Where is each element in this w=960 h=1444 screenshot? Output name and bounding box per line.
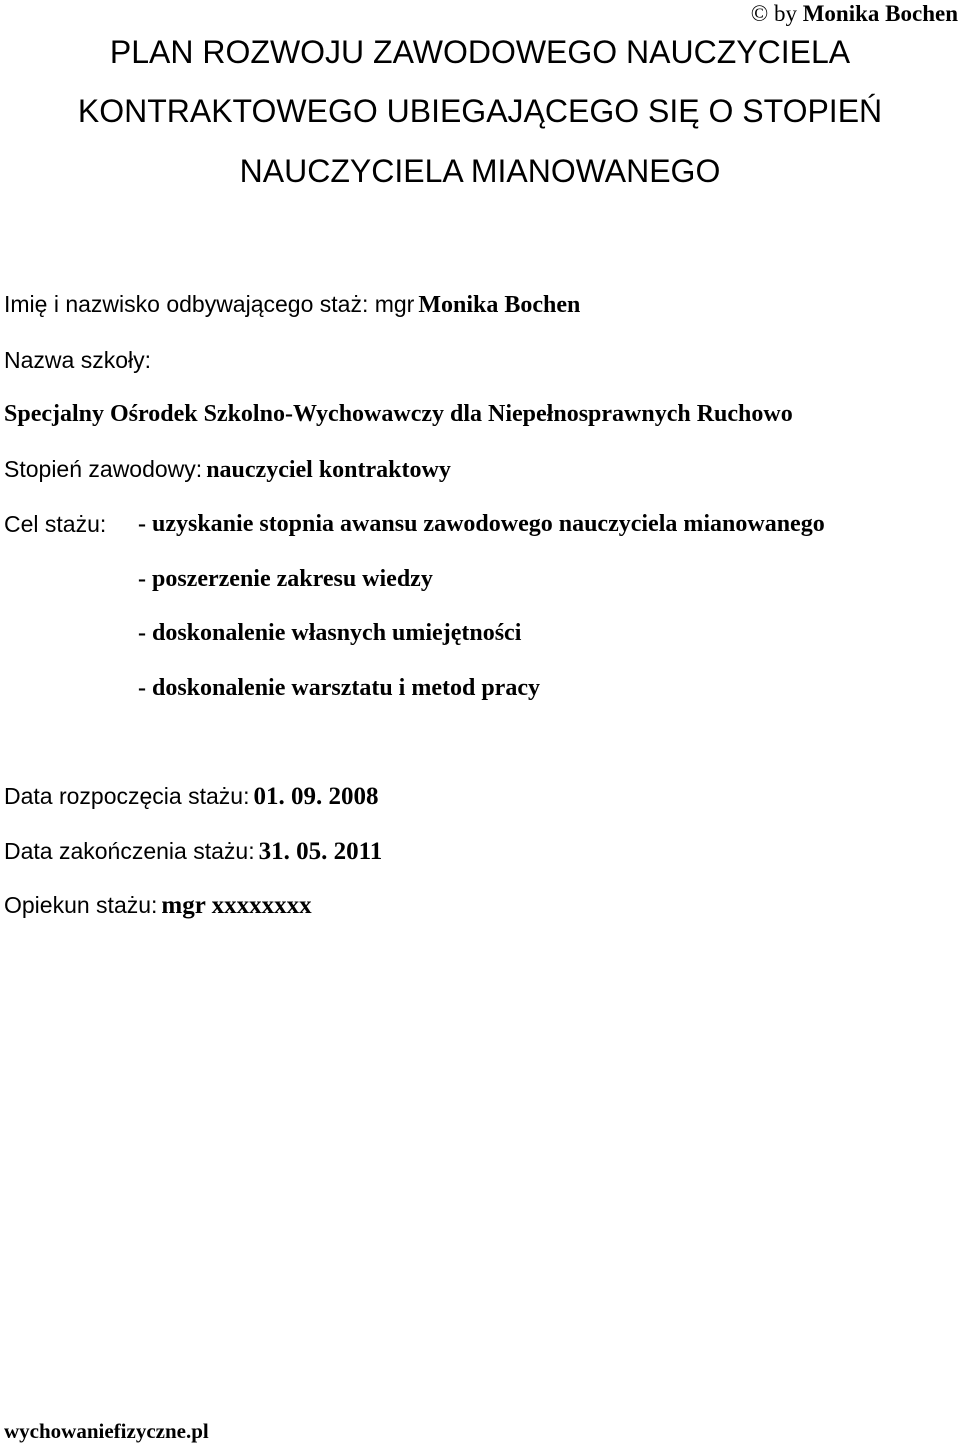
trainee-name-value: Monika Bochen [418, 292, 581, 318]
copyright-notice [751, 2, 958, 25]
copyright-prefix: © by [750, 1, 797, 26]
trainee-name-row [4, 293, 580, 317]
mentor-value: mgr xxxxxxxx [161, 892, 312, 919]
school-label: Nazwa szkoły: [4, 347, 151, 373]
trainee-name-label: Imię i nazwisko odbywającego staż: mgr [4, 291, 415, 317]
end-date-value: 31. 05. 2011 [258, 838, 383, 865]
title-line-2: KONTRAKTOWEGO UBIEGAJĄCEGO SIĘ O STOPIEŃ [77, 93, 883, 129]
footer-site: wychowaniefizyczne.pl [4, 1419, 209, 1443]
start-date-value: 01. 09. 2008 [253, 783, 379, 810]
degree-label: Stopień zawodowy: [4, 456, 203, 482]
school-value: Specjalny Ośrodek Szkolno-Wychowawczy dla Niepełnosprawnych Ruchowo [4, 401, 793, 427]
mentor-label: Opiekun stażu: [4, 892, 158, 918]
start-date-label: Data rozpoczęcia stażu: [4, 783, 250, 809]
end-date-label: Data zakończenia stażu: [4, 838, 255, 864]
goal-item: - poszerzenie zakresu wiedzy [138, 566, 433, 592]
copyright-author: Monika Bochen [802, 1, 958, 26]
start-date-row [4, 784, 378, 809]
goal-label: Cel stażu: [4, 511, 107, 537]
degree-row [4, 458, 451, 482]
degree-value: nauczyciel kontraktowy [206, 457, 451, 483]
mentor-row [4, 893, 312, 918]
end-date-row [4, 839, 382, 864]
title-line-3: NAUCZYCIELA MIANOWANEGO [239, 153, 721, 189]
title-line-1: PLAN ROZWOJU ZAWODOWEGO NAUCZYCIELA [109, 34, 851, 70]
goal-item: - doskonalenie własnych umiejętności [138, 620, 522, 646]
goal-item: - doskonalenie warsztatu i metod pracy [138, 675, 540, 701]
goal-item: - uzyskanie stopnia awansu zawodowego nauczyciela mianowanego [138, 511, 825, 537]
